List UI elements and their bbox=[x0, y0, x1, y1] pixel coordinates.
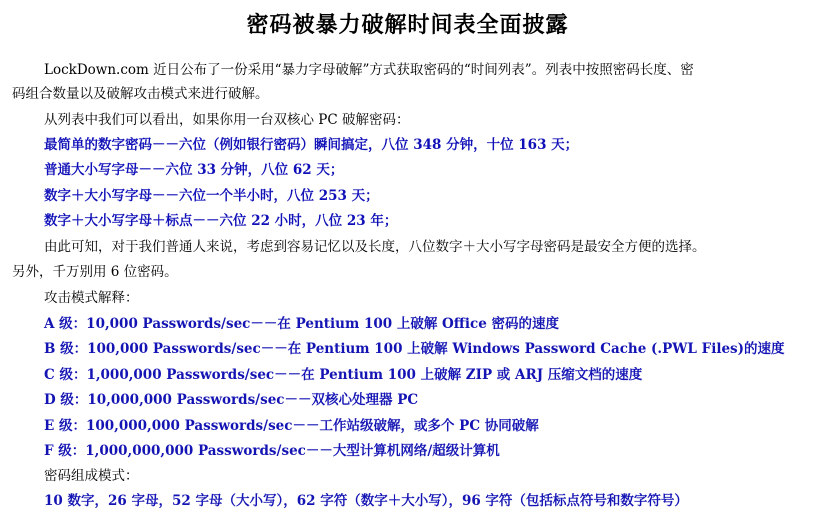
attack-mode-a: A 级：10,000 Passwords/sec－－在 Pentium 100 上破解 Office 密码的速度 bbox=[44, 316, 560, 332]
composition-line: 10 数字，26 字母，52 字母（大小写），62 字符（数字＋大小写），96 字符（包括标点符号和数字符号） bbox=[44, 493, 688, 509]
highlight-numeric: 最简单的数字密码－－六位（例如银行密码）瞬间搞定，八位 348 分钟，十位 163 天； bbox=[44, 137, 579, 153]
intro-line-2: 码组合数量以及破解攻击模式来进行破解。 bbox=[12, 86, 269, 102]
article-title: 密码被暴力破解时间表全面披露 bbox=[246, 12, 569, 38]
conclusion-line-1: 由此可知，对于我们普通人来说，考虑到容易记忆以及长度，八位数字＋大小写字母密码是最安全方便的选择。 bbox=[44, 239, 706, 255]
attack-mode-d: D 级：10,000,000 Passwords/sec－－双核心处理器 PC bbox=[44, 392, 419, 408]
highlight-digits-letters: 数字＋大小写字母－－六位一个半小时，八位 253 天； bbox=[44, 188, 379, 204]
highlight-letters: 普通大小写字母－－六位 33 分钟，八位 62 天； bbox=[44, 162, 344, 178]
attack-mode-f: F 级：1,000,000,000 Passwords/sec－－大型计算机网络/超级计算机 bbox=[44, 443, 500, 459]
attack-mode-heading: 攻击模式解释： bbox=[44, 290, 139, 306]
composition-heading: 密码组成模式： bbox=[44, 468, 139, 484]
attack-mode-c: C 级：1,000,000 Passwords/sec－－在 Pentium 100 上破解 ZIP 或 ARJ 压缩文档的速度 bbox=[44, 367, 643, 383]
attack-mode-e: E 级：100,000,000 Passwords/sec－－工作站级破解，或多个 PC 协同破解 bbox=[44, 418, 539, 434]
intro-line-1: LockDown.com 近日公布了一份采用“暴力字母破解”方式获取密码的“时间列表”。列表中按照密码长度、密 bbox=[44, 62, 694, 78]
pc-cracking-line: 从列表中我们可以看出，如果你用一台双核心 PC 破解密码： bbox=[44, 112, 410, 128]
conclusion-line-2: 另外，千万别用 6 位密码。 bbox=[12, 264, 178, 280]
attack-mode-b: B 级：100,000 Passwords/sec－－在 Pentium 100 上破解 Windows Password Cache (.PWL Files)的速度 bbox=[44, 341, 785, 357]
highlight-digits-letters-punct: 数字＋大小写字母＋标点－－六位 22 小时，八位 23 年； bbox=[44, 213, 398, 229]
